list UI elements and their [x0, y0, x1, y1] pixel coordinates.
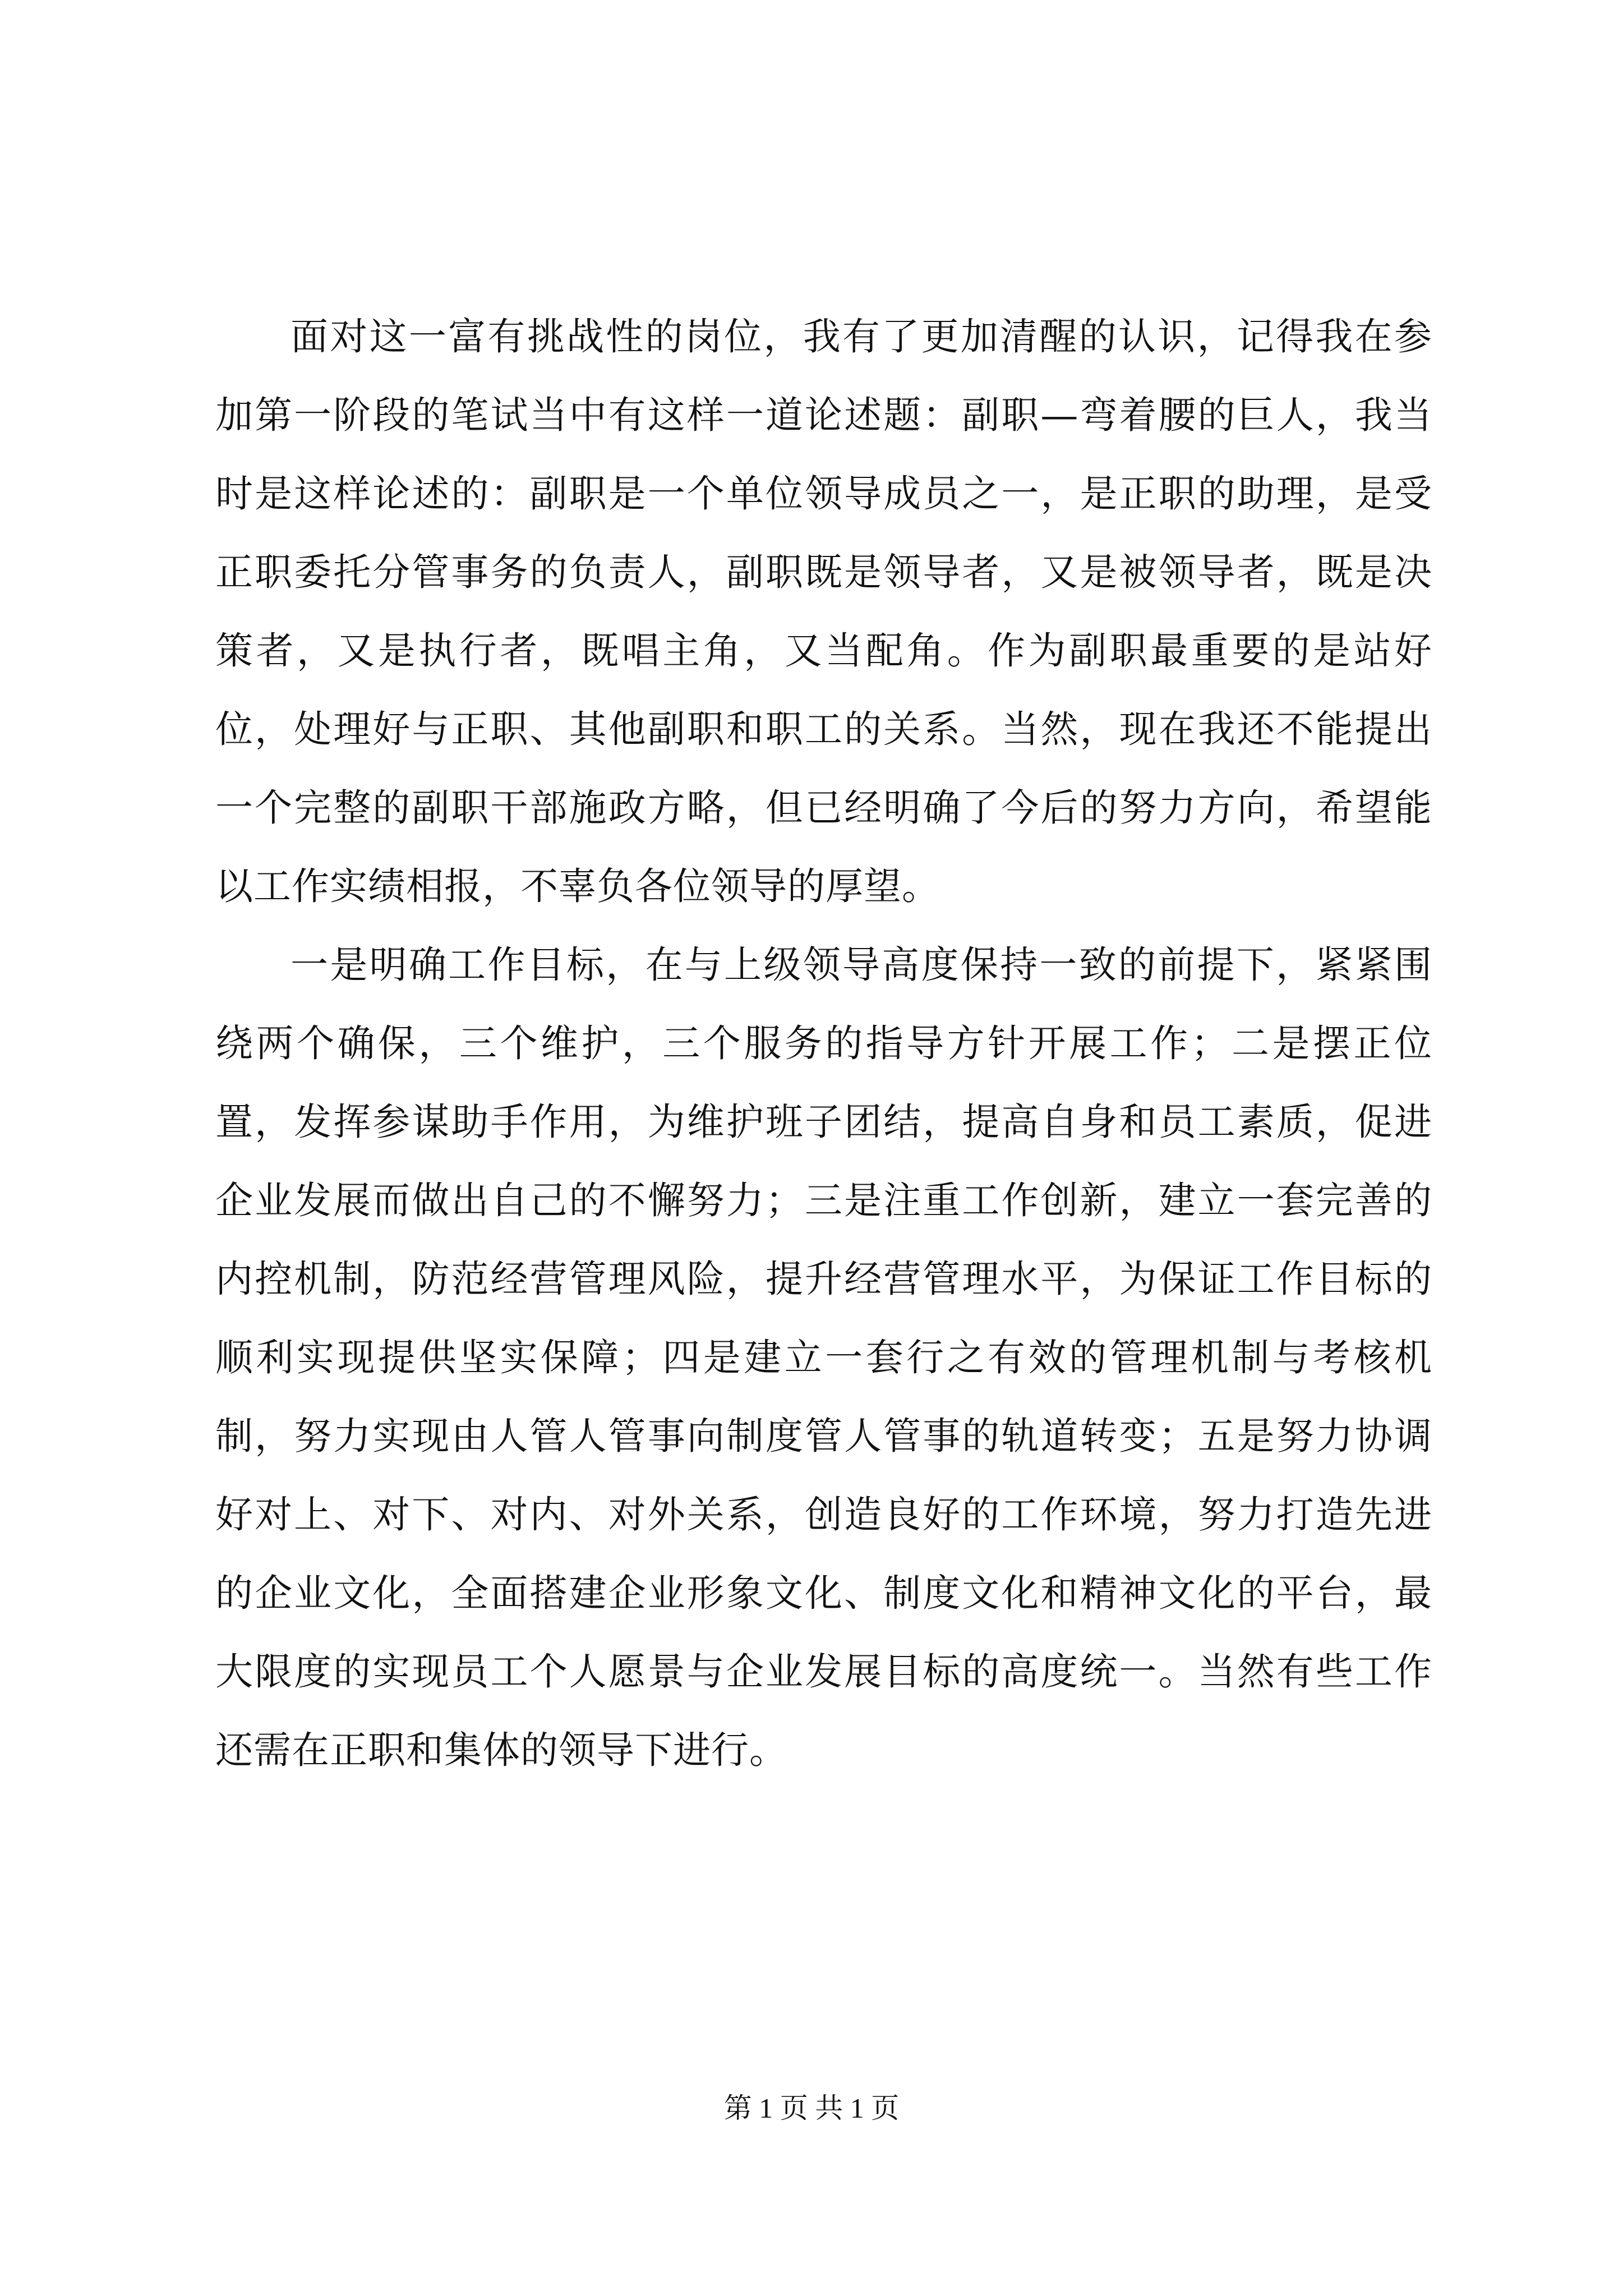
page-footer: [0, 2091, 1623, 2125]
document-body: [215, 297, 1432, 1789]
paragraph: 面对这一富有挑战性的岗位，我有了更加清醒的认识，记得我在参加第一阶段的笔试当中有这样一道论述题：副职—弯着腰的巨人，我当时是这样论述的：副职是一个单位领导成员之一，是正职的助理，是受正职委托分管事务的负责人，副职既是领导者，又是被领导者，既是决策者，又是执行者，既唱主角，又当配角。作为副职最重要的是站好位，处理好与正职、其他副职和职工的关系。当然，现在我还不能提出一个完整的副职干部施政方略，但已经明确了今后的努力方向，希望能以工作实绩相报，不辜负各位领导的厚望。: [215, 315, 1432, 908]
paragraph: 一是明确工作目标，在与上级领导高度保持一致的前提下，紧紧围绕两个确保，三个维护，三个服务的指导方针开展工作；二是摆正位置，发挥参谋助手作用，为维护班子团结，提高自身和员工素质，促进企业发展而做出自己的不懈努力；三是注重工作创新，建立一套完善的内控机制，防范经营管理风险，提升经营管理水平，为保证工作目标的顺利实现提供坚实保障；四是建立一套行之有效的管理机制与考核机制，努力实现由人管人管事向制度管人管事的轨道转变；五是努力协调好对上、对下、对内、对外关系，创造良好的工作环境，努力打造先进的企业文化，全面搭建企业形象文化、制度文化和精神文化的平台，最大限度的实现员工个人愿景与企业发展目标的高度统一。当然有些工作还需在正职和集体的领导下进行。: [215, 943, 1432, 1772]
page-number-label: 第 1 页 共 1 页: [723, 2092, 900, 2124]
